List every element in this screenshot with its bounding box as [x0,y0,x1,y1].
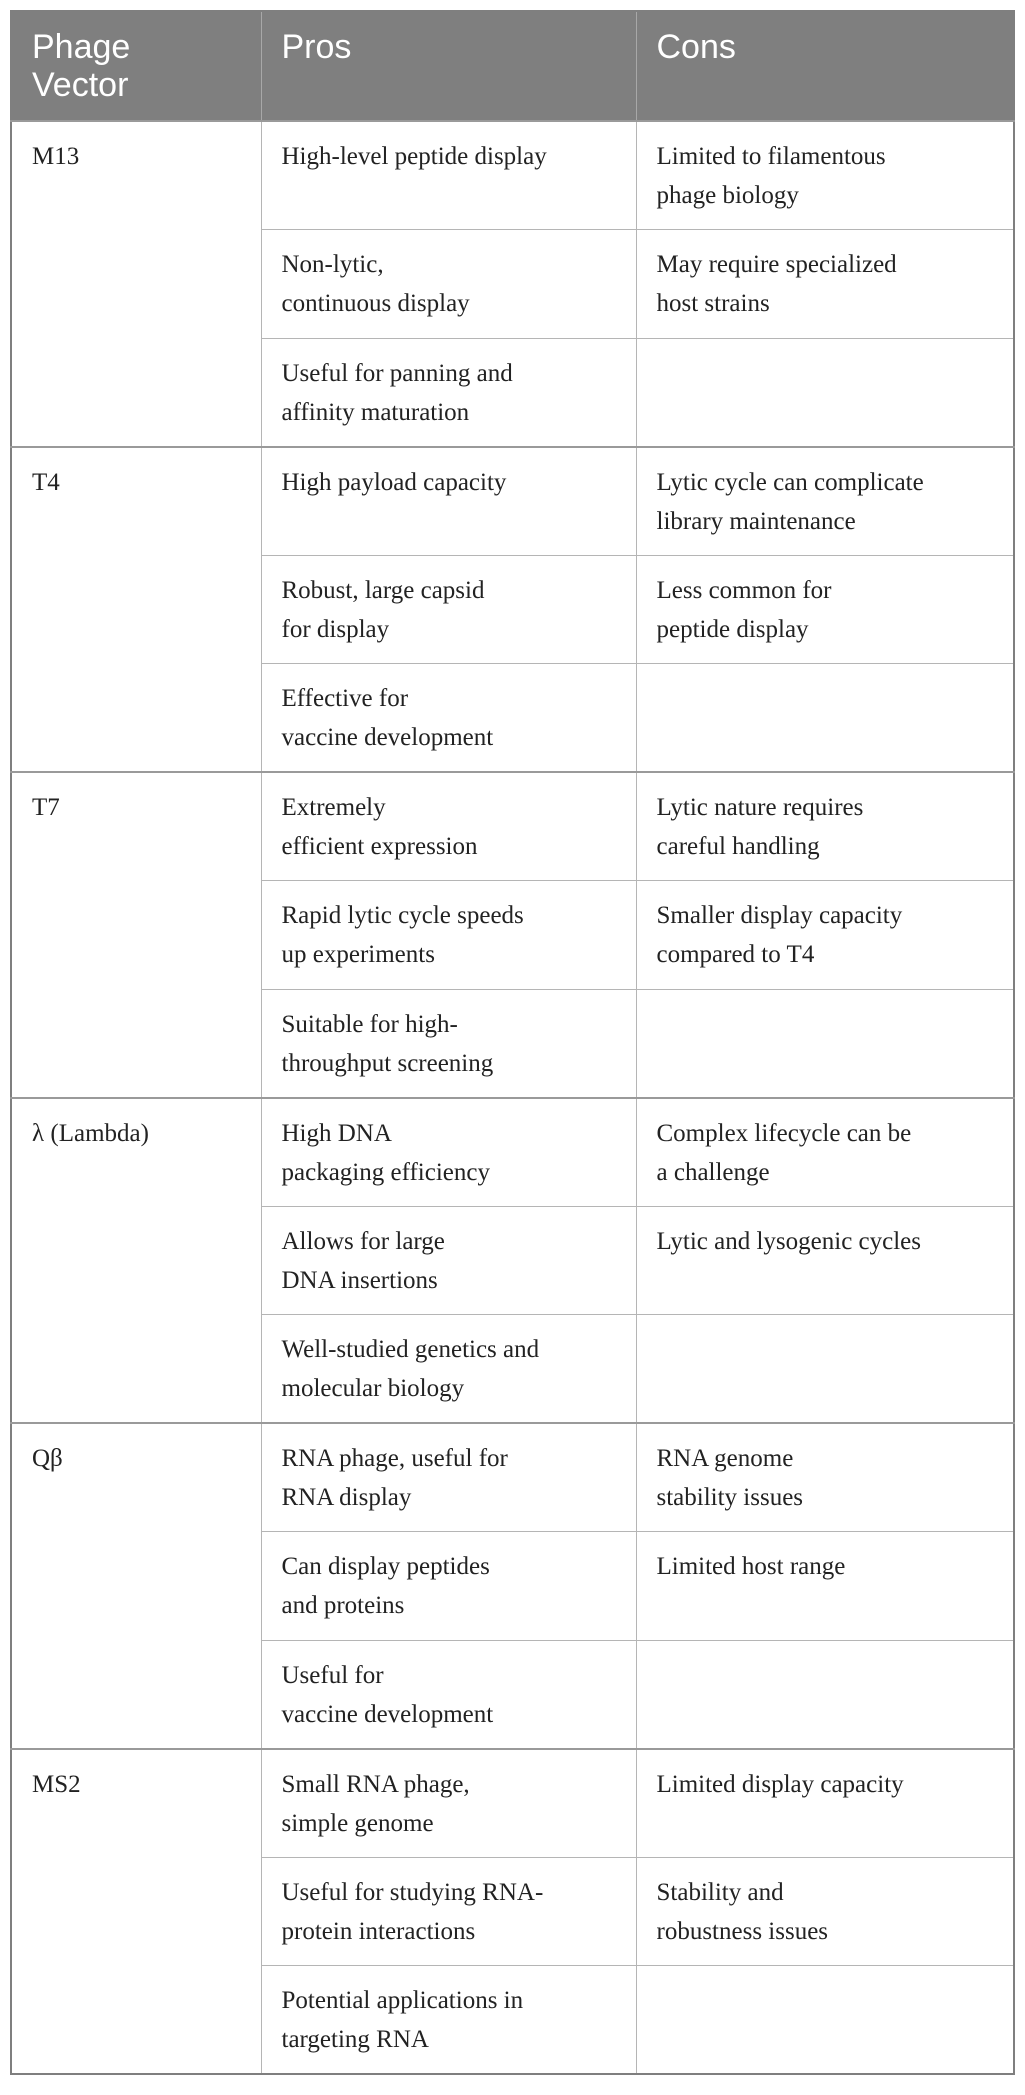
pros-cell: High-level peptide display [261,121,636,230]
vector-cell: Qβ [11,1423,261,1749]
pros-cell: Rapid lytic cycle speeds up experiments [261,881,636,990]
table-row [11,772,1014,881]
pros-cell: Effective for vaccine development [261,664,636,773]
pros-cell: Useful for panning and affinity maturation [261,338,636,447]
pros-cell: Allows for large DNA insertions [261,1206,636,1315]
pros-cell: Suitable for high- throughput screening [261,989,636,1098]
pros-cell: Well-studied genetics and molecular biology [261,1315,636,1424]
table-row [11,1098,1014,1207]
cons-cell [636,1966,1014,2075]
cons-cell: Stability and robustness issues [636,1857,1014,1966]
header-pros: Pros [261,11,636,121]
header-cons: Cons [636,11,1014,121]
cons-cell: Less common for peptide display [636,555,1014,664]
cons-cell: Limited host range [636,1532,1014,1641]
pros-cell: RNA phage, useful for RNA display [261,1423,636,1532]
header-phage-vector: Phage Vector [11,11,261,121]
cons-cell [636,1640,1014,1749]
vector-cell: MS2 [11,1749,261,2075]
cons-cell: Limited display capacity [636,1749,1014,1858]
cons-cell [636,338,1014,447]
pros-cell: Non-lytic, continuous display [261,230,636,339]
pros-cell: Can display peptides and proteins [261,1532,636,1641]
pros-cell: High payload capacity [261,447,636,556]
pros-cell: Small RNA phage, simple genome [261,1749,636,1858]
table-row [11,1749,1014,1858]
pros-cell: Potential applications in targeting RNA [261,1966,636,2075]
cons-cell: Limited to filamentous phage biology [636,121,1014,230]
cons-cell [636,1315,1014,1424]
cons-cell: May require specialized host strains [636,230,1014,339]
pros-cell: Useful for studying RNA- protein interactions [261,1857,636,1966]
phage-vector-table [10,10,1015,2075]
header-row [11,11,1014,121]
cons-cell: Lytic cycle can complicate library maintenance [636,447,1014,556]
vector-cell: T7 [11,772,261,1098]
table-row [11,447,1014,556]
cons-cell [636,989,1014,1098]
table-row [11,121,1014,230]
table-header [11,11,1014,121]
table-body [11,121,1014,2074]
cons-cell [636,664,1014,773]
cons-cell: Lytic and lysogenic cycles [636,1206,1014,1315]
vector-cell: M13 [11,121,261,447]
cons-cell: Complex lifecycle can be a challenge [636,1098,1014,1207]
cons-cell: Smaller display capacity compared to T4 [636,881,1014,990]
pros-cell: Useful for vaccine development [261,1640,636,1749]
vector-cell: T4 [11,447,261,773]
pros-cell: Robust, large capsid for display [261,555,636,664]
cons-cell: Lytic nature requires careful handling [636,772,1014,881]
table-page [10,10,1013,2075]
vector-cell: λ (Lambda) [11,1098,261,1424]
table-row [11,1423,1014,1532]
pros-cell: Extremely efficient expression [261,772,636,881]
cons-cell: RNA genome stability issues [636,1423,1014,1532]
pros-cell: High DNA packaging efficiency [261,1098,636,1207]
